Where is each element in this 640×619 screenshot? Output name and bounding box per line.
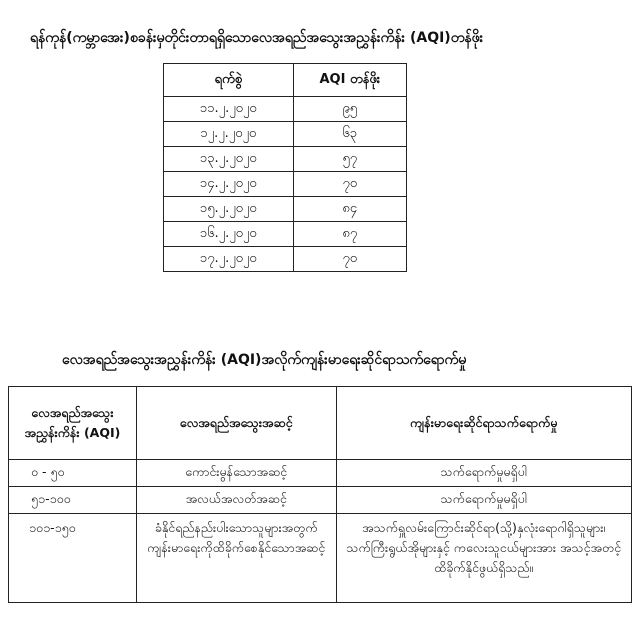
aqi-value-cell: ၆၃ xyxy=(293,122,406,147)
aqi-value-cell: ၇၀ xyxy=(293,172,406,197)
air-quality-level-cell: ကောင်းမွန်သောအဆင့် xyxy=(136,460,336,487)
date-cell: ၁၇.၂.၂၀၂၀ xyxy=(164,247,294,272)
aqi-column-header: AQI တန်ဖိုး xyxy=(293,64,406,97)
aqi-value-cell: ၅၇ xyxy=(293,147,406,172)
date-column-header: ရက်စွဲ xyxy=(164,64,294,97)
table-row xyxy=(164,147,407,172)
aqi-values-title: ရန်ကုန်(ကမ္ဘာအေး)စခန်းမှတိုင်းတာရရှိသောလေအရည်အသွေးအညွှန်းကိန်း (AQI)တန်ဖိုး xyxy=(30,30,484,46)
air-quality-level-header: လေအရည်အသွေးအဆင့် xyxy=(136,387,336,460)
table-row xyxy=(164,197,407,222)
aqi-value-cell: ၉၅ xyxy=(293,97,406,122)
table-row xyxy=(9,514,632,603)
aqi-value-cell: ၈၇ xyxy=(293,222,406,247)
date-cell: ၁၅.၂.၂၀၂၀ xyxy=(164,197,294,222)
health-impact-cell: အသက်ရှူလမ်းကြောင်းဆိုင်ရာ(သို့)နှလုံးရောဂါရှိသူများ၊ သက်ကြီးရွယ်အိုများနှင့် ကလေးသူငယ်များအား အသင့်အတင့် ထိခိုက်နိုင်ဖွယ်ရှိသည်။ xyxy=(336,514,632,603)
health-impact-table xyxy=(8,386,632,603)
table-row xyxy=(9,487,632,514)
table-header-row xyxy=(164,64,407,97)
health-impact-cell: သက်ရောက်မှုမရှိပါ xyxy=(336,487,632,514)
table-row xyxy=(164,122,407,147)
aqi-range-cell: ၅၁-၁၀၀ xyxy=(9,487,137,514)
table-row xyxy=(164,222,407,247)
aqi-value-cell: ၈၄ xyxy=(293,197,406,222)
date-cell: ၁၄.၂.၂၀၂၀ xyxy=(164,172,294,197)
table-row xyxy=(164,172,407,197)
air-quality-level-cell: အလယ်အလတ်အဆင့် xyxy=(136,487,336,514)
aqi-value-cell: ၇၀ xyxy=(293,247,406,272)
health-impact-cell: သက်ရောက်မှုမရှိပါ xyxy=(336,460,632,487)
date-cell: ၁၁.၂.၂၀၂၀ xyxy=(164,97,294,122)
aqi-range-cell: ၀ - ၅၀ xyxy=(9,460,137,487)
air-quality-level-cell: ခံနိုင်ရည်နည်းပါးသောသူများအတွက်ကျန်းမာရေးကိုထိခိုက်စေနိုင်သောအဆင့် xyxy=(136,514,336,603)
date-cell: ၁၃.၂.၂၀၂၀ xyxy=(164,147,294,172)
aqi-range-cell: ၁၀၁-၁၅၀ xyxy=(9,514,137,603)
health-impact-title: လေအရည်အသွေးအညွှန်းကိန်း (AQI)အလိုက်ကျန်းမာရေးဆိုင်ရာသက်ရောက်မှု xyxy=(62,352,467,368)
date-cell: ၁၂.၂.၂၀၂၀ xyxy=(164,122,294,147)
table-row xyxy=(164,247,407,272)
table-row xyxy=(164,97,407,122)
table-header-row xyxy=(9,387,632,460)
table-row xyxy=(9,460,632,487)
aqi-range-header: လေအရည်အသွေး အညွှန်းကိန်း (AQI) xyxy=(9,387,137,460)
date-cell: ၁၆.၂.၂၀၂၀ xyxy=(164,222,294,247)
health-impact-header: ကျန်းမာရေးဆိုင်ရာသက်ရောက်မှု xyxy=(336,387,632,460)
aqi-values-table xyxy=(163,63,407,272)
